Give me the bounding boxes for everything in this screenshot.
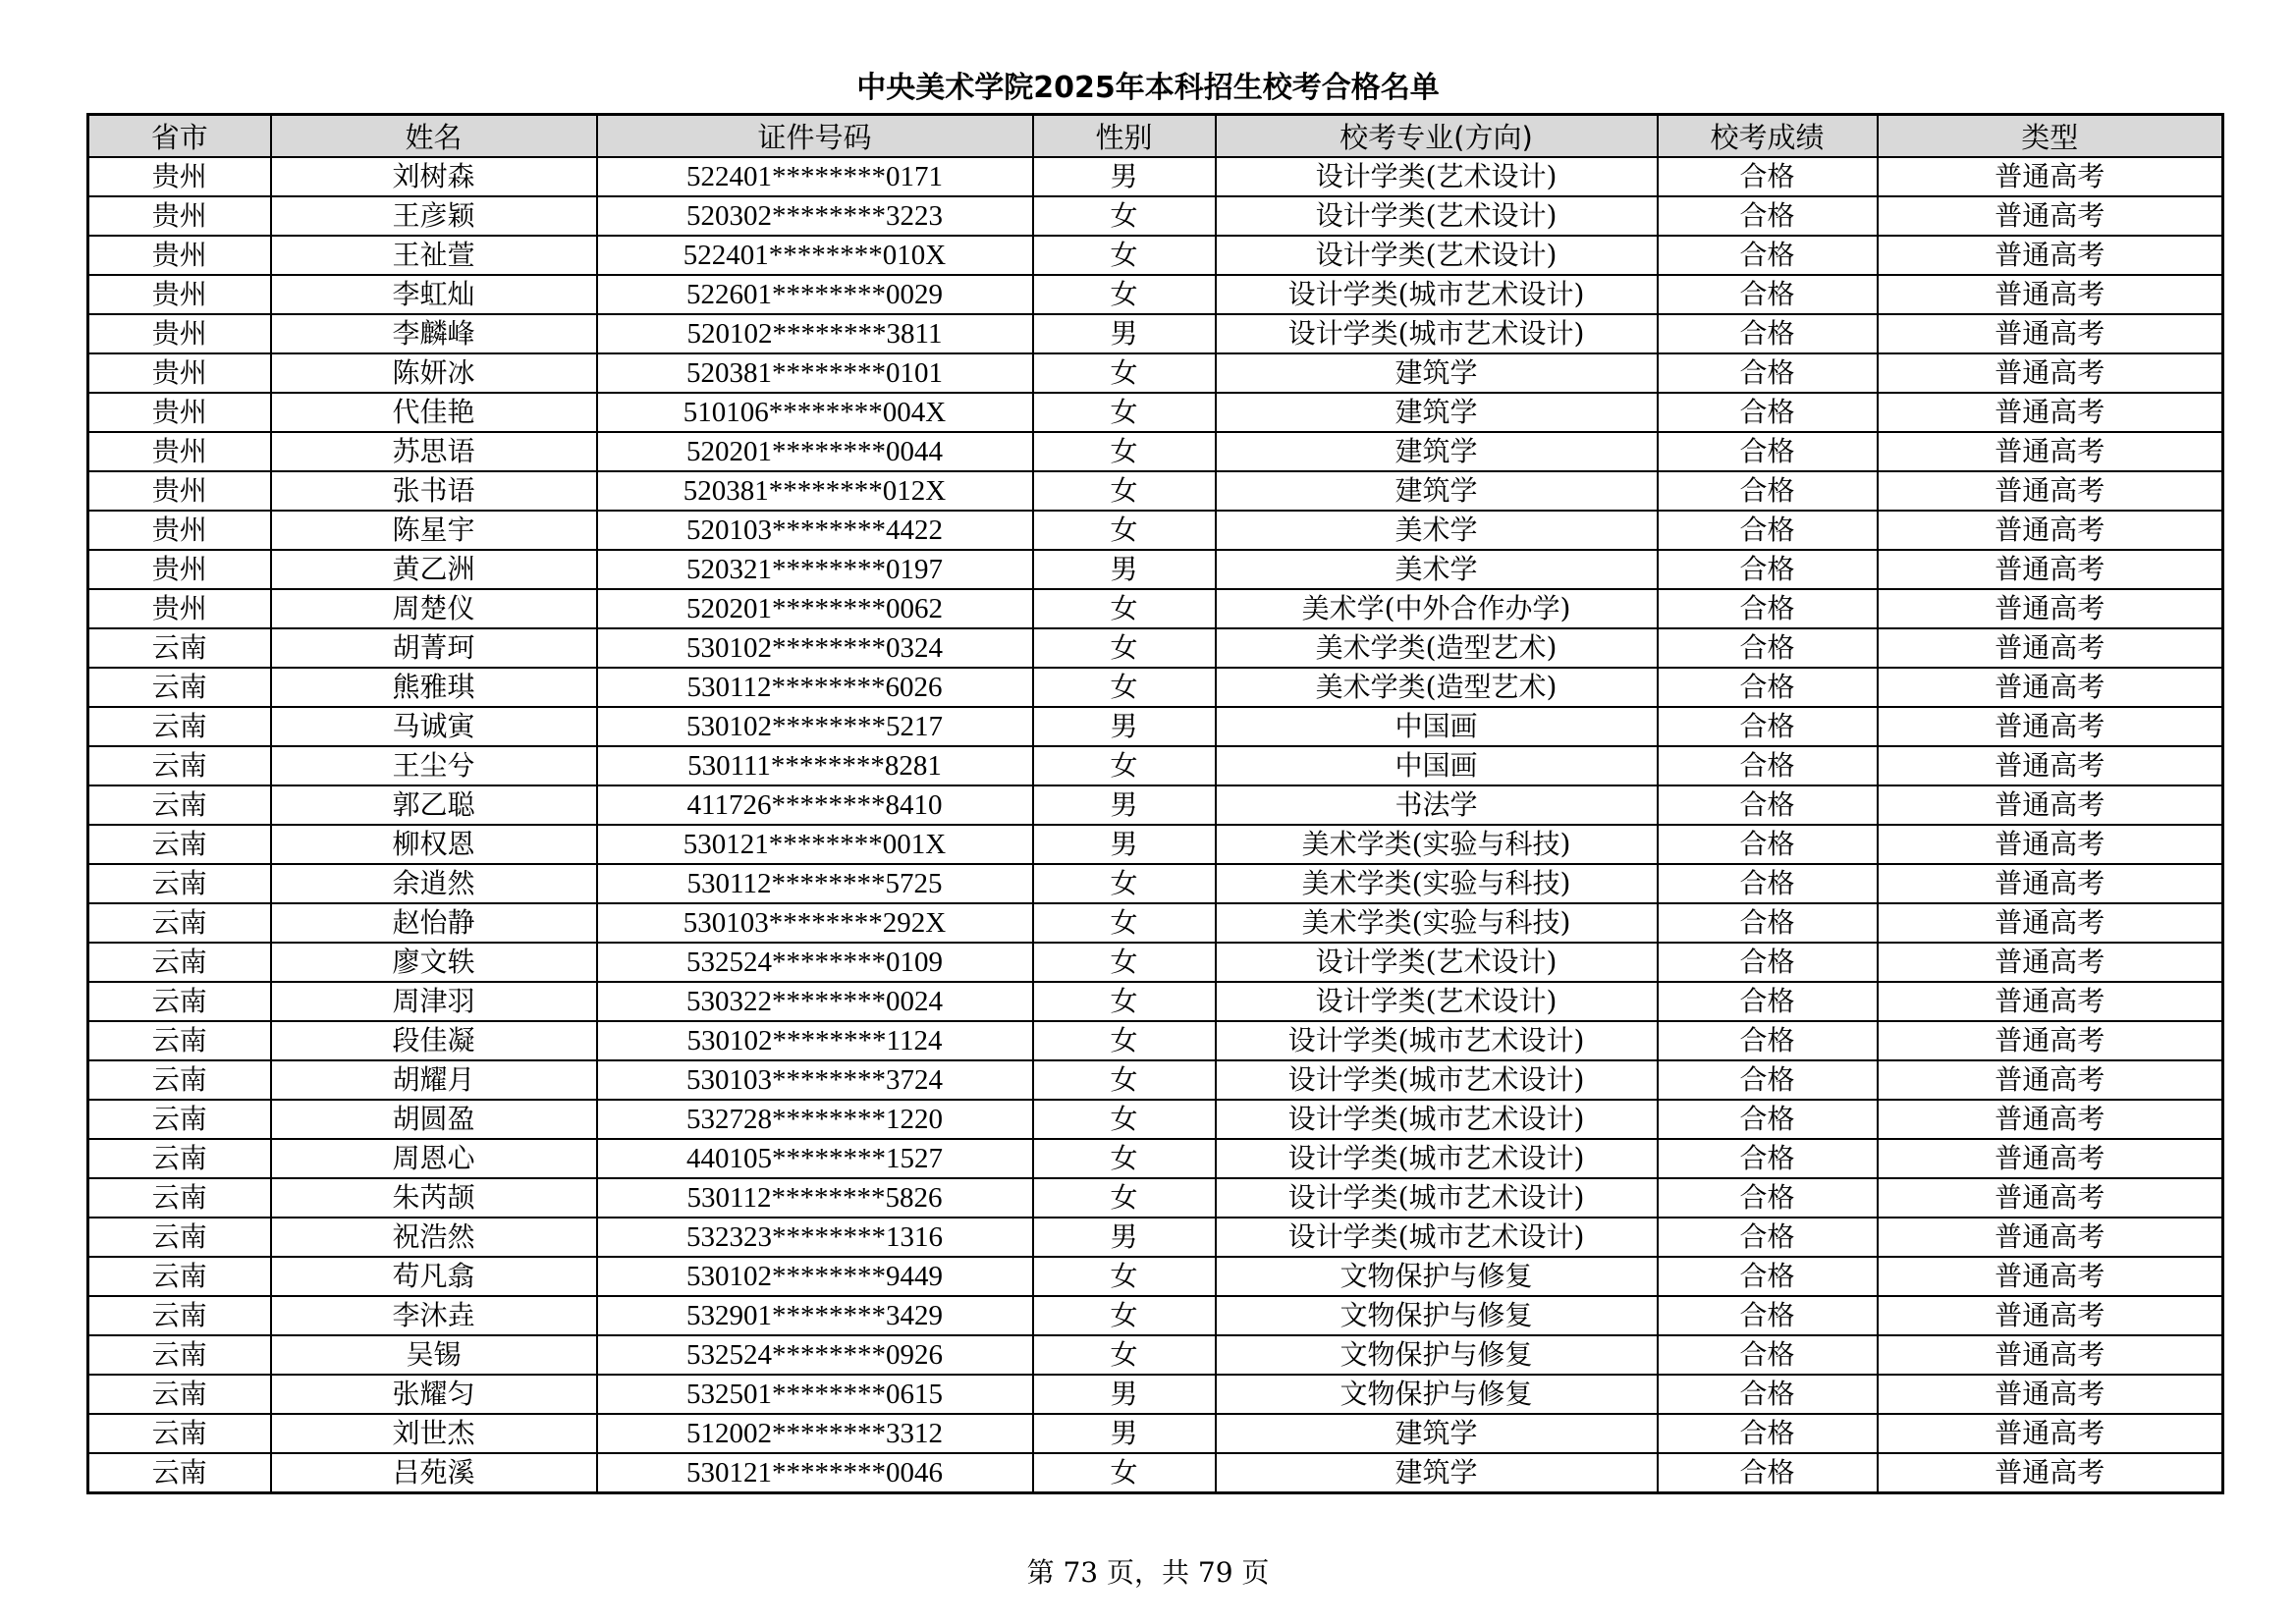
province-cell: 贵州 xyxy=(88,236,271,275)
id-number-cell: 530102********5217 xyxy=(597,707,1033,746)
result-cell: 合格 xyxy=(1658,511,1878,550)
major-cell: 设计学类(城市艺术设计) xyxy=(1216,1139,1658,1178)
major-cell: 中国画 xyxy=(1216,707,1658,746)
name-cell: 胡耀月 xyxy=(271,1060,597,1100)
gender-cell: 女 xyxy=(1033,275,1216,314)
result-cell: 合格 xyxy=(1658,432,1878,471)
table-row xyxy=(88,432,2223,471)
id-number-cell: 411726********8410 xyxy=(597,785,1033,825)
major-cell: 建筑学 xyxy=(1216,393,1658,432)
name-cell: 张书语 xyxy=(271,471,597,511)
province-cell: 云南 xyxy=(88,903,271,943)
gender-cell: 女 xyxy=(1033,1178,1216,1218)
id-number-cell: 532728********1220 xyxy=(597,1100,1033,1139)
major-cell: 美术学类(实验与科技) xyxy=(1216,864,1658,903)
gender-cell: 女 xyxy=(1033,746,1216,785)
id-number-cell: 520381********0101 xyxy=(597,353,1033,393)
result-cell: 合格 xyxy=(1658,275,1878,314)
name-cell: 李麟峰 xyxy=(271,314,597,353)
name-cell: 郭乙聪 xyxy=(271,785,597,825)
table-row xyxy=(88,825,2223,864)
table-row xyxy=(88,785,2223,825)
type-cell: 普通高考 xyxy=(1878,785,2223,825)
type-cell: 普通高考 xyxy=(1878,1218,2223,1257)
province-cell: 贵州 xyxy=(88,196,271,236)
gender-cell: 女 xyxy=(1033,903,1216,943)
type-cell: 普通高考 xyxy=(1878,1453,2223,1493)
gender-cell: 女 xyxy=(1033,1296,1216,1335)
table-row xyxy=(88,903,2223,943)
major-cell: 设计学类(城市艺术设计) xyxy=(1216,275,1658,314)
type-cell: 普通高考 xyxy=(1878,1139,2223,1178)
major-cell: 美术学 xyxy=(1216,511,1658,550)
result-cell: 合格 xyxy=(1658,236,1878,275)
table-row xyxy=(88,864,2223,903)
gender-cell: 男 xyxy=(1033,785,1216,825)
gender-cell: 男 xyxy=(1033,550,1216,589)
result-cell: 合格 xyxy=(1658,825,1878,864)
table-row xyxy=(88,1296,2223,1335)
province-cell: 云南 xyxy=(88,746,271,785)
type-cell: 普通高考 xyxy=(1878,353,2223,393)
gender-cell: 男 xyxy=(1033,314,1216,353)
result-cell: 合格 xyxy=(1658,707,1878,746)
result-cell: 合格 xyxy=(1658,668,1878,707)
id-number-cell: 522601********0029 xyxy=(597,275,1033,314)
major-cell: 美术学类(实验与科技) xyxy=(1216,903,1658,943)
province-cell: 贵州 xyxy=(88,471,271,511)
id-number-cell: 530103********292X xyxy=(597,903,1033,943)
result-cell: 合格 xyxy=(1658,1139,1878,1178)
type-cell: 普通高考 xyxy=(1878,1100,2223,1139)
major-cell: 建筑学 xyxy=(1216,432,1658,471)
type-cell: 普通高考 xyxy=(1878,1375,2223,1414)
name-cell: 马诚寅 xyxy=(271,707,597,746)
name-cell: 陈妍冰 xyxy=(271,353,597,393)
major-cell: 设计学类(城市艺术设计) xyxy=(1216,1100,1658,1139)
major-cell: 文物保护与修复 xyxy=(1216,1335,1658,1375)
name-cell: 周津羽 xyxy=(271,982,597,1021)
province-cell: 贵州 xyxy=(88,275,271,314)
header-type: 类型 xyxy=(1878,115,2223,158)
table-row xyxy=(88,982,2223,1021)
header-result: 校考成绩 xyxy=(1658,115,1878,158)
id-number-cell: 532524********0926 xyxy=(597,1335,1033,1375)
table-row xyxy=(88,746,2223,785)
header-major: 校考专业(方向) xyxy=(1216,115,1658,158)
type-cell: 普通高考 xyxy=(1878,864,2223,903)
type-cell: 普通高考 xyxy=(1878,432,2223,471)
table-row xyxy=(88,628,2223,668)
gender-cell: 女 xyxy=(1033,471,1216,511)
province-cell: 贵州 xyxy=(88,432,271,471)
name-cell: 祝浩然 xyxy=(271,1218,597,1257)
name-cell: 柳权恩 xyxy=(271,825,597,864)
type-cell: 普通高考 xyxy=(1878,1021,2223,1060)
province-cell: 云南 xyxy=(88,1100,271,1139)
gender-cell: 女 xyxy=(1033,432,1216,471)
id-number-cell: 530103********3724 xyxy=(597,1060,1033,1100)
result-cell: 合格 xyxy=(1658,1100,1878,1139)
result-cell: 合格 xyxy=(1658,903,1878,943)
type-cell: 普通高考 xyxy=(1878,1296,2223,1335)
id-number-cell: 520103********4422 xyxy=(597,511,1033,550)
gender-cell: 女 xyxy=(1033,1100,1216,1139)
result-cell: 合格 xyxy=(1658,1178,1878,1218)
result-cell: 合格 xyxy=(1658,471,1878,511)
table-row xyxy=(88,1218,2223,1257)
type-cell: 普通高考 xyxy=(1878,275,2223,314)
gender-cell: 女 xyxy=(1033,353,1216,393)
name-cell: 余逍然 xyxy=(271,864,597,903)
table-row xyxy=(88,353,2223,393)
id-number-cell: 530102********1124 xyxy=(597,1021,1033,1060)
table-row xyxy=(88,1335,2223,1375)
table-row xyxy=(88,1414,2223,1453)
gender-cell: 女 xyxy=(1033,1021,1216,1060)
province-cell: 云南 xyxy=(88,785,271,825)
province-cell: 云南 xyxy=(88,825,271,864)
name-cell: 陈星宇 xyxy=(271,511,597,550)
major-cell: 文物保护与修复 xyxy=(1216,1296,1658,1335)
header-gender: 性别 xyxy=(1033,115,1216,158)
table-row xyxy=(88,393,2223,432)
table-row xyxy=(88,275,2223,314)
result-cell: 合格 xyxy=(1658,314,1878,353)
result-cell: 合格 xyxy=(1658,589,1878,628)
table-body xyxy=(88,157,2223,1493)
gender-cell: 女 xyxy=(1033,1453,1216,1493)
page-number: 第 73 页，共 79 页 xyxy=(1026,1556,1270,1589)
gender-cell: 男 xyxy=(1033,1218,1216,1257)
id-number-cell: 530322********0024 xyxy=(597,982,1033,1021)
type-cell: 普通高考 xyxy=(1878,314,2223,353)
table-row xyxy=(88,707,2223,746)
type-cell: 普通高考 xyxy=(1878,393,2223,432)
type-cell: 普通高考 xyxy=(1878,903,2223,943)
gender-cell: 女 xyxy=(1033,1139,1216,1178)
result-cell: 合格 xyxy=(1658,157,1878,196)
province-cell: 云南 xyxy=(88,707,271,746)
table-row xyxy=(88,943,2223,982)
result-cell: 合格 xyxy=(1658,1296,1878,1335)
result-cell: 合格 xyxy=(1658,1218,1878,1257)
province-cell: 贵州 xyxy=(88,157,271,196)
id-number-cell: 530112********5826 xyxy=(597,1178,1033,1218)
type-cell: 普通高考 xyxy=(1878,943,2223,982)
id-number-cell: 522401********010X xyxy=(597,236,1033,275)
province-cell: 云南 xyxy=(88,1375,271,1414)
id-number-cell: 532501********0615 xyxy=(597,1375,1033,1414)
table-row xyxy=(88,668,2223,707)
name-cell: 王彦颖 xyxy=(271,196,597,236)
id-number-cell: 520321********0197 xyxy=(597,550,1033,589)
name-cell: 周楚仪 xyxy=(271,589,597,628)
name-cell: 胡圆盈 xyxy=(271,1100,597,1139)
province-cell: 云南 xyxy=(88,1335,271,1375)
id-number-cell: 510106********004X xyxy=(597,393,1033,432)
major-cell: 建筑学 xyxy=(1216,471,1658,511)
id-number-cell: 520302********3223 xyxy=(597,196,1033,236)
type-cell: 普通高考 xyxy=(1878,511,2223,550)
province-cell: 云南 xyxy=(88,982,271,1021)
type-cell: 普通高考 xyxy=(1878,1335,2223,1375)
id-number-cell: 530121********001X xyxy=(597,825,1033,864)
province-cell: 云南 xyxy=(88,1218,271,1257)
type-cell: 普通高考 xyxy=(1878,707,2223,746)
result-cell: 合格 xyxy=(1658,1453,1878,1493)
type-cell: 普通高考 xyxy=(1878,157,2223,196)
name-cell: 胡菁珂 xyxy=(271,628,597,668)
name-cell: 代佳艳 xyxy=(271,393,597,432)
table-row xyxy=(88,1178,2223,1218)
major-cell: 建筑学 xyxy=(1216,1414,1658,1453)
id-number-cell: 520381********012X xyxy=(597,471,1033,511)
id-number-cell: 532901********3429 xyxy=(597,1296,1033,1335)
type-cell: 普通高考 xyxy=(1878,236,2223,275)
gender-cell: 男 xyxy=(1033,825,1216,864)
id-number-cell: 522401********0171 xyxy=(597,157,1033,196)
gender-cell: 女 xyxy=(1033,628,1216,668)
major-cell: 设计学类(城市艺术设计) xyxy=(1216,1021,1658,1060)
name-cell: 熊雅琪 xyxy=(271,668,597,707)
name-cell: 苟凡翕 xyxy=(271,1257,597,1296)
id-number-cell: 520102********3811 xyxy=(597,314,1033,353)
result-cell: 合格 xyxy=(1658,1375,1878,1414)
major-cell: 文物保护与修复 xyxy=(1216,1257,1658,1296)
result-cell: 合格 xyxy=(1658,196,1878,236)
gender-cell: 男 xyxy=(1033,1375,1216,1414)
major-cell: 设计学类(城市艺术设计) xyxy=(1216,314,1658,353)
id-number-cell: 520201********0044 xyxy=(597,432,1033,471)
header-province: 省市 xyxy=(88,115,271,158)
province-cell: 云南 xyxy=(88,1257,271,1296)
major-cell: 美术学类(造型艺术) xyxy=(1216,668,1658,707)
type-cell: 普通高考 xyxy=(1878,196,2223,236)
major-cell: 设计学类(城市艺术设计) xyxy=(1216,1060,1658,1100)
gender-cell: 女 xyxy=(1033,668,1216,707)
major-cell: 设计学类(艺术设计) xyxy=(1216,196,1658,236)
major-cell: 设计学类(艺术设计) xyxy=(1216,982,1658,1021)
major-cell: 设计学类(艺术设计) xyxy=(1216,943,1658,982)
gender-cell: 男 xyxy=(1033,157,1216,196)
header-id-number: 证件号码 xyxy=(597,115,1033,158)
type-cell: 普通高考 xyxy=(1878,471,2223,511)
result-cell: 合格 xyxy=(1658,1060,1878,1100)
table-row xyxy=(88,511,2223,550)
province-cell: 云南 xyxy=(88,1021,271,1060)
type-cell: 普通高考 xyxy=(1878,1257,2223,1296)
type-cell: 普通高考 xyxy=(1878,589,2223,628)
type-cell: 普通高考 xyxy=(1878,1414,2223,1453)
major-cell: 书法学 xyxy=(1216,785,1658,825)
name-cell: 张耀匀 xyxy=(271,1375,597,1414)
name-cell: 朱芮颉 xyxy=(271,1178,597,1218)
table-row xyxy=(88,1139,2223,1178)
table-row xyxy=(88,1453,2223,1493)
result-cell: 合格 xyxy=(1658,1257,1878,1296)
name-cell: 李虹灿 xyxy=(271,275,597,314)
id-number-cell: 530111********8281 xyxy=(597,746,1033,785)
id-number-cell: 530102********0324 xyxy=(597,628,1033,668)
result-cell: 合格 xyxy=(1658,550,1878,589)
gender-cell: 女 xyxy=(1033,1257,1216,1296)
result-cell: 合格 xyxy=(1658,864,1878,903)
name-cell: 段佳凝 xyxy=(271,1021,597,1060)
province-cell: 贵州 xyxy=(88,314,271,353)
name-cell: 吴锡 xyxy=(271,1335,597,1375)
page-title: 中央美术学院2025年本科招生校考合格名单 xyxy=(856,71,1440,105)
name-cell: 王尘兮 xyxy=(271,746,597,785)
table-row xyxy=(88,314,2223,353)
result-cell: 合格 xyxy=(1658,1335,1878,1375)
id-number-cell: 530112********6026 xyxy=(597,668,1033,707)
province-cell: 贵州 xyxy=(88,393,271,432)
name-cell: 王祉萱 xyxy=(271,236,597,275)
name-cell: 刘世杰 xyxy=(271,1414,597,1453)
result-cell: 合格 xyxy=(1658,785,1878,825)
major-cell: 中国画 xyxy=(1216,746,1658,785)
gender-cell: 女 xyxy=(1033,943,1216,982)
major-cell: 美术学类(实验与科技) xyxy=(1216,825,1658,864)
major-cell: 建筑学 xyxy=(1216,353,1658,393)
result-cell: 合格 xyxy=(1658,943,1878,982)
id-number-cell: 532323********1316 xyxy=(597,1218,1033,1257)
province-cell: 贵州 xyxy=(88,511,271,550)
type-cell: 普通高考 xyxy=(1878,825,2223,864)
table-row xyxy=(88,1375,2223,1414)
gender-cell: 女 xyxy=(1033,1335,1216,1375)
id-number-cell: 530112********5725 xyxy=(597,864,1033,903)
table-row xyxy=(88,196,2223,236)
result-cell: 合格 xyxy=(1658,393,1878,432)
major-cell: 美术学 xyxy=(1216,550,1658,589)
province-cell: 云南 xyxy=(88,1060,271,1100)
type-cell: 普通高考 xyxy=(1878,1060,2223,1100)
header-name: 姓名 xyxy=(271,115,597,158)
table-row xyxy=(88,157,2223,196)
table-row xyxy=(88,471,2223,511)
major-cell: 设计学类(城市艺术设计) xyxy=(1216,1218,1658,1257)
table-row xyxy=(88,589,2223,628)
table-row xyxy=(88,1021,2223,1060)
type-cell: 普通高考 xyxy=(1878,982,2223,1021)
name-cell: 吕苑溪 xyxy=(271,1453,597,1493)
result-cell: 合格 xyxy=(1658,746,1878,785)
gender-cell: 女 xyxy=(1033,1060,1216,1100)
name-cell: 苏思语 xyxy=(271,432,597,471)
id-number-cell: 530121********0046 xyxy=(597,1453,1033,1493)
province-cell: 云南 xyxy=(88,628,271,668)
gender-cell: 女 xyxy=(1033,511,1216,550)
id-number-cell: 520201********0062 xyxy=(597,589,1033,628)
type-cell: 普通高考 xyxy=(1878,550,2223,589)
province-cell: 云南 xyxy=(88,1453,271,1493)
table-row xyxy=(88,1060,2223,1100)
result-cell: 合格 xyxy=(1658,1021,1878,1060)
header-row xyxy=(88,115,2223,158)
province-cell: 贵州 xyxy=(88,353,271,393)
id-number-cell: 512002********3312 xyxy=(597,1414,1033,1453)
id-number-cell: 530102********9449 xyxy=(597,1257,1033,1296)
province-cell: 云南 xyxy=(88,668,271,707)
id-number-cell: 532524********0109 xyxy=(597,943,1033,982)
gender-cell: 女 xyxy=(1033,982,1216,1021)
province-cell: 贵州 xyxy=(88,550,271,589)
gender-cell: 女 xyxy=(1033,196,1216,236)
gender-cell: 女 xyxy=(1033,589,1216,628)
table-row xyxy=(88,236,2223,275)
name-cell: 周恩心 xyxy=(271,1139,597,1178)
major-cell: 文物保护与修复 xyxy=(1216,1375,1658,1414)
major-cell: 美术学(中外合作办学) xyxy=(1216,589,1658,628)
province-cell: 云南 xyxy=(88,1178,271,1218)
major-cell: 美术学类(造型艺术) xyxy=(1216,628,1658,668)
major-cell: 设计学类(艺术设计) xyxy=(1216,236,1658,275)
major-cell: 建筑学 xyxy=(1216,1453,1658,1493)
type-cell: 普通高考 xyxy=(1878,668,2223,707)
result-cell: 合格 xyxy=(1658,628,1878,668)
table-row xyxy=(88,550,2223,589)
name-cell: 廖文轶 xyxy=(271,943,597,982)
type-cell: 普通高考 xyxy=(1878,1178,2223,1218)
gender-cell: 女 xyxy=(1033,393,1216,432)
name-cell: 赵怡静 xyxy=(271,903,597,943)
name-cell: 黄乙洲 xyxy=(271,550,597,589)
result-cell: 合格 xyxy=(1658,1414,1878,1453)
id-number-cell: 440105********1527 xyxy=(597,1139,1033,1178)
gender-cell: 女 xyxy=(1033,236,1216,275)
type-cell: 普通高考 xyxy=(1878,746,2223,785)
result-cell: 合格 xyxy=(1658,982,1878,1021)
name-cell: 刘树森 xyxy=(271,157,597,196)
table-row xyxy=(88,1257,2223,1296)
name-cell: 李沐垚 xyxy=(271,1296,597,1335)
table-row xyxy=(88,1100,2223,1139)
result-cell: 合格 xyxy=(1658,353,1878,393)
gender-cell: 男 xyxy=(1033,1414,1216,1453)
major-cell: 设计学类(艺术设计) xyxy=(1216,157,1658,196)
gender-cell: 男 xyxy=(1033,707,1216,746)
province-cell: 云南 xyxy=(88,1296,271,1335)
province-cell: 云南 xyxy=(88,1139,271,1178)
type-cell: 普通高考 xyxy=(1878,628,2223,668)
admission-table xyxy=(86,113,2224,1494)
major-cell: 设计学类(城市艺术设计) xyxy=(1216,1178,1658,1218)
province-cell: 贵州 xyxy=(88,589,271,628)
gender-cell: 女 xyxy=(1033,864,1216,903)
province-cell: 云南 xyxy=(88,1414,271,1453)
province-cell: 云南 xyxy=(88,864,271,903)
province-cell: 云南 xyxy=(88,943,271,982)
